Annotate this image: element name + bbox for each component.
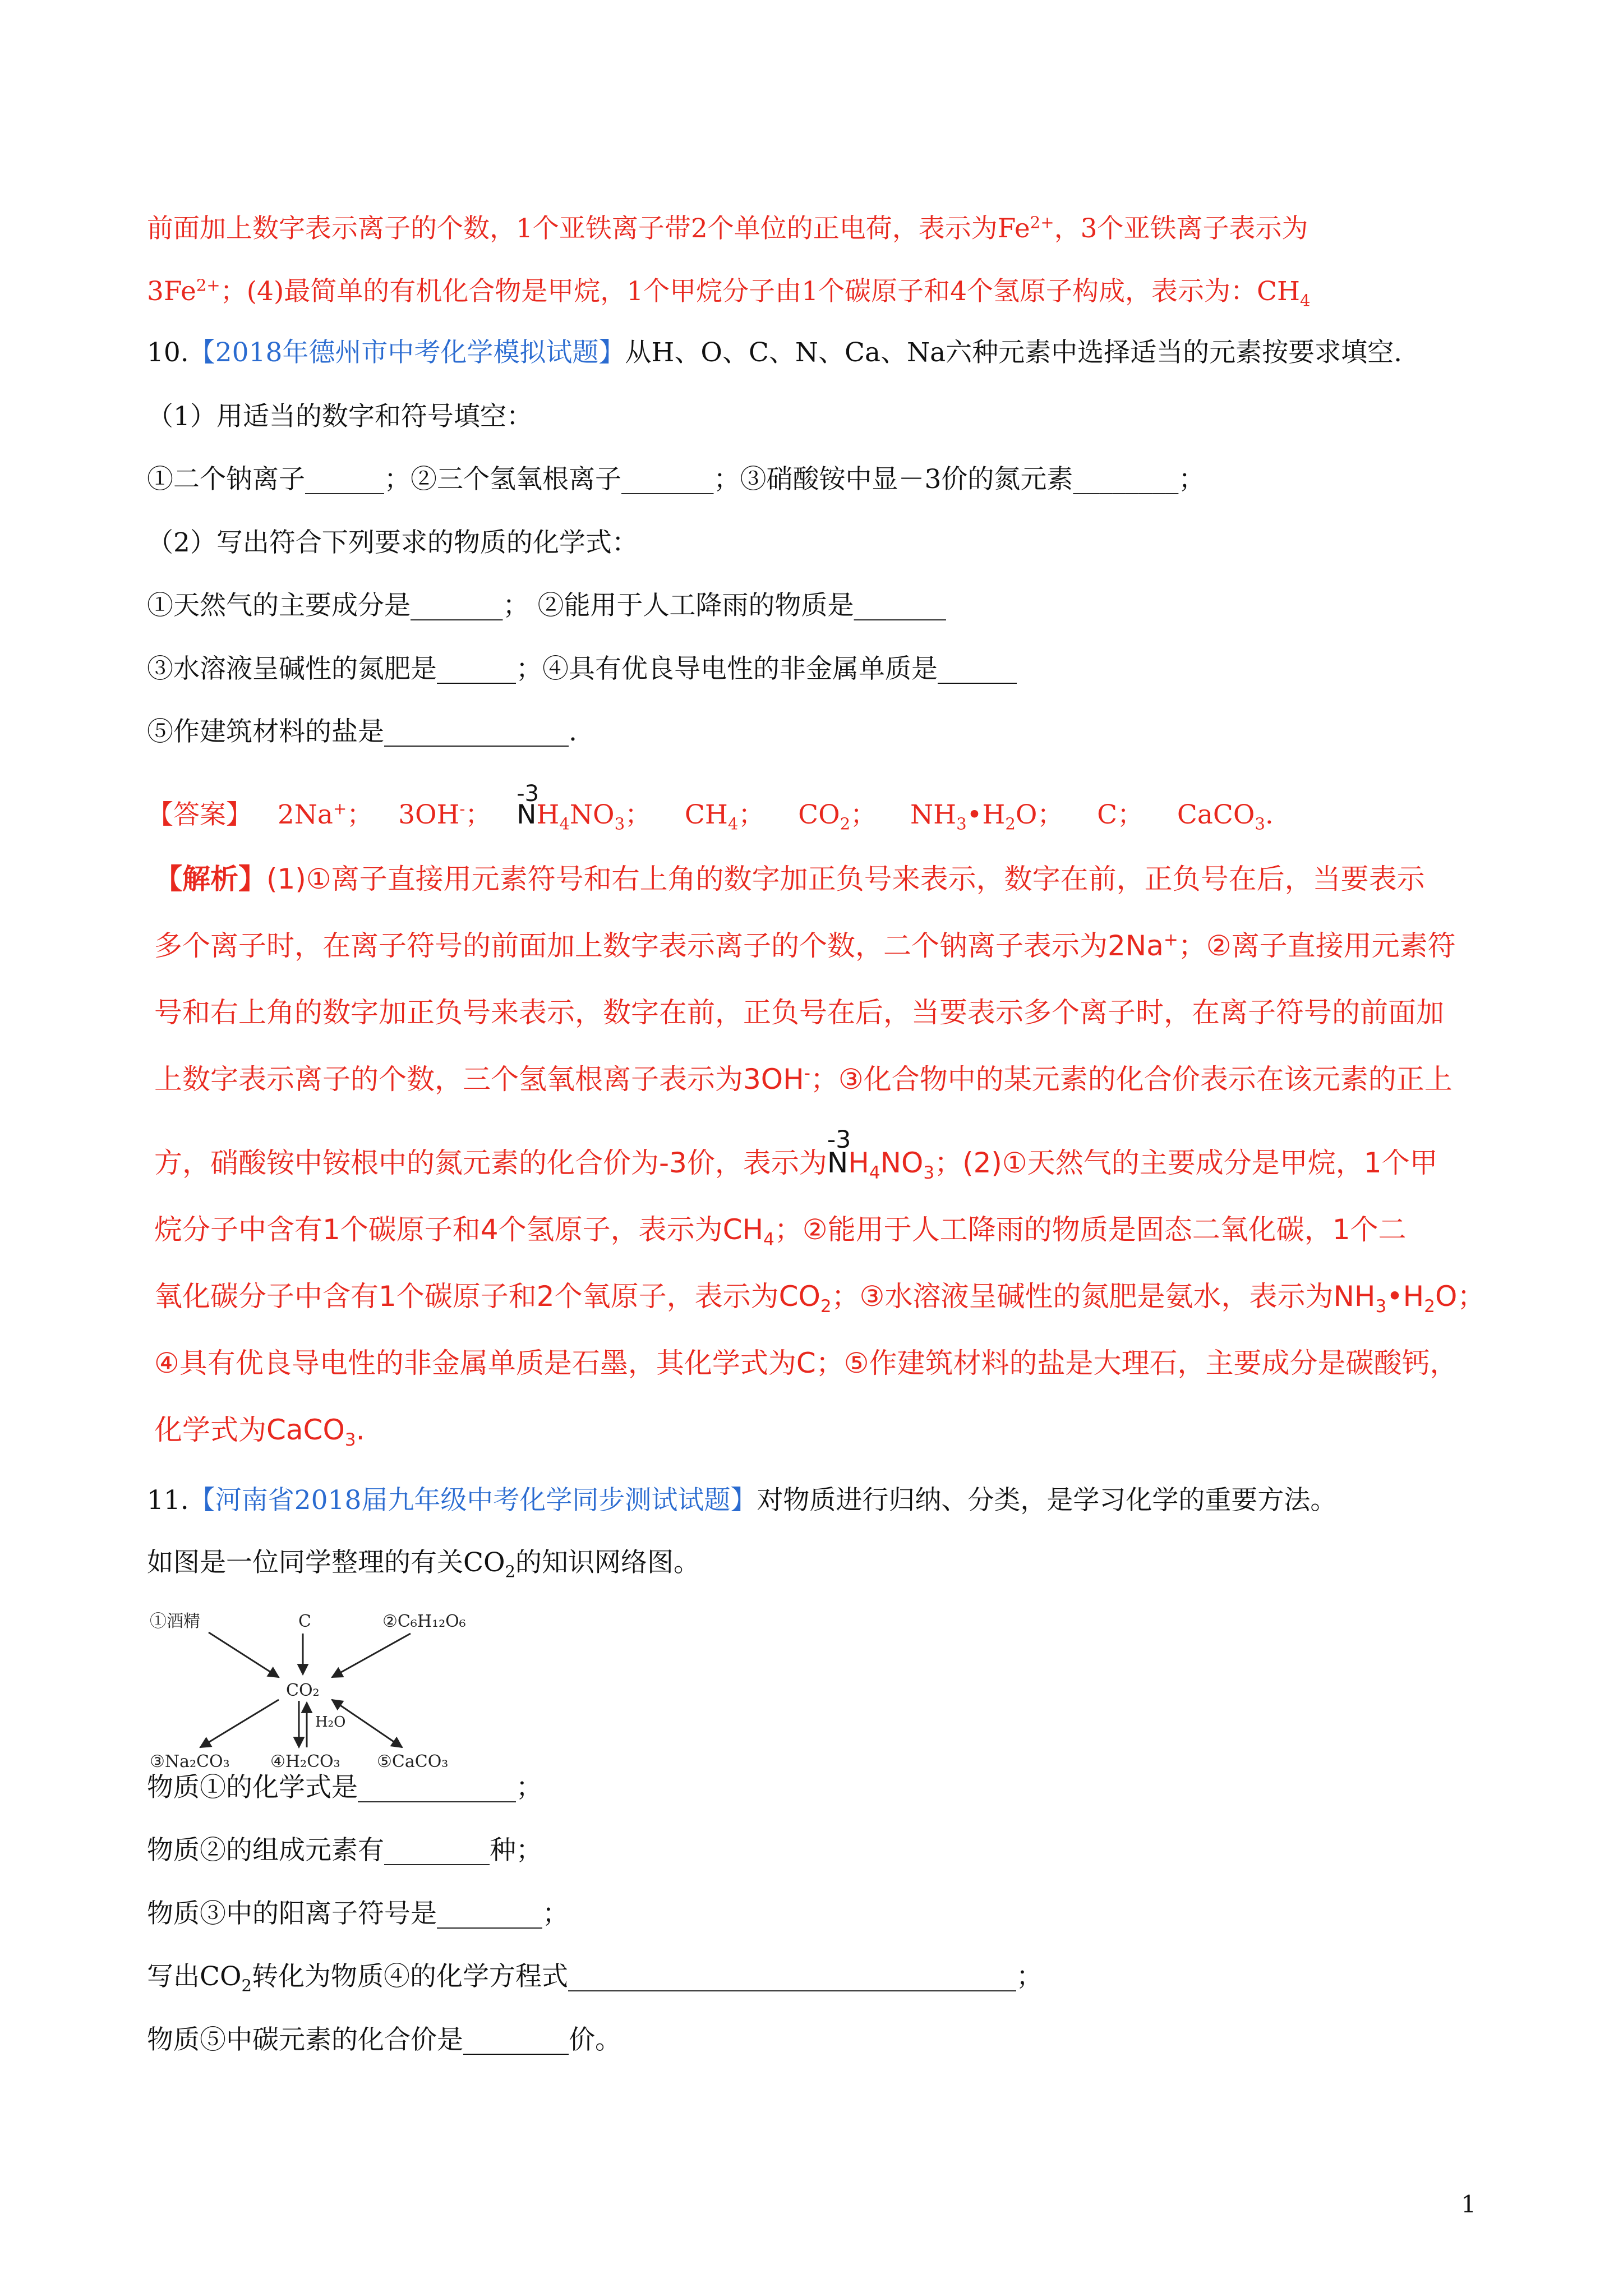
node-caco3: ⑤CaCO₃ [377, 1752, 449, 1772]
analysis-line-6: 烷分子中含有1个碳原子和4个氢原子，表示为$CH_4$；②能用于人工降雨的物质是固态二氧化碳，1个二 [154, 1213, 1407, 1250]
q10-source: 【2018年德州市中考化学模拟试题】 [188, 337, 625, 368]
page-number: 1 [1461, 2191, 1476, 2218]
co2-network-diagram [147, 1604, 506, 1778]
answer-label: 【答案】 [147, 799, 252, 830]
node-h2co3: ④H₂CO₃ [270, 1752, 340, 1772]
continuation-line-2: $3Fe^{2+}$；(4)最简单的有机化合物是甲烷，1个甲烷分子由1个碳原子和4个氢原子构成，表示为：$CH_4$ [147, 275, 1311, 310]
valence-notation: -3 N [517, 781, 540, 830]
q10-part2: （2）写出符合下列要求的物质的化学式： [147, 527, 638, 558]
node-glucose: ②C₆H₁₂O₆ [382, 1612, 466, 1631]
q11-blank-1: 物质①的化学式是____________； [147, 1772, 542, 1803]
node-alcohol: ①酒精 [150, 1612, 200, 1631]
analysis-line-3: 号和右上角的数字加正负号来表示，数字在前，正负号在后，当要表示多个离子时，在离子符号的前面加 [154, 996, 1444, 1029]
node-c: C [298, 1612, 311, 1631]
answer-line: 【答案】 2Na+； 3OH-； -3 $NH_4NO_3$； $CH_4$； $CO_2$； $NH_3•H_2O$； C； CaCO$_3$. [147, 781, 1274, 834]
analysis-line-9: 化学式为CaCO$_3$. [154, 1414, 365, 1450]
q10-part1: （1）用适当的数字和符号填空： [147, 401, 533, 432]
arrow-co2-na2co3 [200, 1700, 279, 1747]
arrow-glucose-co2 [332, 1634, 411, 1677]
analysis-line-2: 多个离子时，在离子符号的前面加上数字表示离子的个数，二个钠离子表示为2Na+；②离子直接用元素符 [154, 930, 1456, 962]
q11-blank-5: 物质⑤中碳元素的化合价是________价。 [147, 2024, 621, 2055]
q11-line2: 如图是一位同学整理的有关$CO_2$的知识网络图。 [147, 1547, 700, 1581]
q10-stem: 10.【2018年德州市中考化学模拟试题】从H、O、C、N、Ca、Na六种元素中选择适当的元素按要求填空. [147, 337, 1403, 368]
analysis-line-4: 上数字表示离子的个数，三个氢氧根离子表示为3OH-；③化合物中的某元素的化合价表示在该元素的正上 [154, 1063, 1453, 1096]
analysis-label: 【解析】 [154, 863, 266, 895]
analysis-line-7: 氧化碳分子中含有1个碳原子和2个氧原子，表示为$CO_2$；③水溶液呈碱性的氮肥是氨水，表示为$NH_3•H_2O$； [154, 1280, 1486, 1317]
continuation-line-1: 前面加上数字表示离子的个数，1个亚铁离子带2个单位的正电荷，表示为$Fe^{2+}$，3个亚铁离子表示为 [147, 213, 1308, 244]
q10-line2: ①天然气的主要成分是_______； ②能用于人工降雨的物质是_______ [147, 590, 946, 621]
q10-line4: ⑤作建筑材料的盐是______________. [147, 716, 577, 747]
analysis-line-1: 【解析】(1)①离子直接用元素符号和右上角的数字加正负号来表示，数字在前，正负号在后，当要表示 [154, 863, 1425, 895]
q10-line3: ③水溶液呈碱性的氮肥是______；④具有优良导电性的非金属单质是______ [147, 654, 1017, 684]
node-co2: CO₂ [286, 1681, 320, 1700]
node-h2o: H₂O [315, 1714, 346, 1731]
analysis-line-8: ④具有优良导电性的非金属单质是石墨，其化学式为C；⑤作建筑材料的盐是大理石，主要成分是碳酸钙， [154, 1347, 1458, 1379]
q11-source: 【河南省2018届九年级中考化学同步测试试题】 [188, 1485, 757, 1516]
q11-stem: 11.【河南省2018届九年级中考化学同步测试试题】对物质进行归纳、分类，是学习化学的重要方法。 [147, 1485, 1337, 1516]
q11-blank-3: 物质③中的阳离子符号是________； [147, 1898, 569, 1929]
analysis-line-5: 方，硝酸铵中铵根中的氮元素的化合价为-3价，表示为 -3 $NH_4NO_3$；(2)①天然气的主要成分是甲烷，1个甲 [154, 1126, 1438, 1183]
q10-line1: ①二个钠离子______；②三个氢氧根离子_______；③硝酸铵中显－3价的氮元素________； [147, 464, 1205, 495]
arrow-alcohol-co2 [209, 1632, 279, 1677]
q11-blank-2: 物质②的组成元素有________种； [147, 1835, 542, 1866]
q11-blank-4: 写出$CO_2$转化为物质④的化学方程式__________________________________； [147, 1961, 1043, 1995]
node-na2co3: ③Na₂CO₃ [150, 1752, 230, 1772]
